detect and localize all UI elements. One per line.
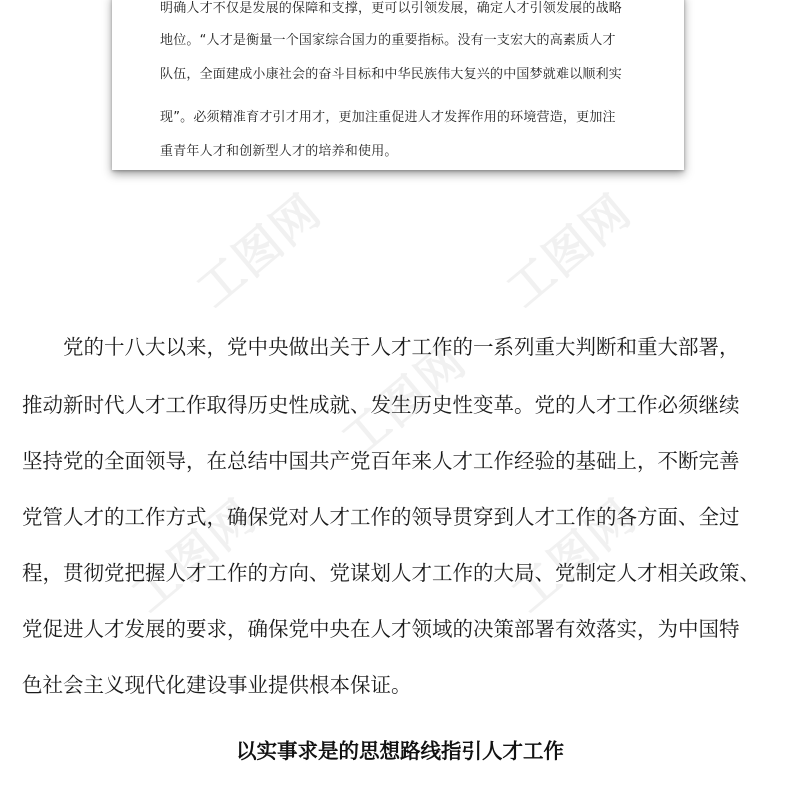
watermark-logo: 工图网 [496,183,642,318]
quote-line: 地位。“人才是衡量一个国家综合国力的重要指标。没有一支宏大的高素质人才 [160,33,616,48]
paragraph-line: 党促进人才发展的要求，确保党中央在人才领域的决策部署有效落实，为中国特 [22,617,740,641]
watermark-logo: 工图网 [501,488,647,623]
paragraph-line: 推动新时代人才工作取得历史性成就、发生历史性变革。党的人才工作必须继续 [22,393,740,417]
watermark-logo: 工图网 [331,333,477,468]
quote-card [112,0,684,170]
section-heading: 以实事求是的思想路线指引人才工作 [236,739,564,763]
paragraph-line: 坚持党的全面领导，在总结中国共产党百年来人才工作经验的基础上，不断完善 [22,449,740,473]
quote-line: 队伍，全面建成小康社会的奋斗目标和中华民族伟大复兴的中国梦就难以顺利实 [160,67,623,82]
watermark-logo: 工图网 [121,488,267,623]
paragraph-line: 党的十八大以来，党中央做出关于人才工作的一系列重大判断和重大部署， [22,335,740,359]
watermark-logo: 工图网 [186,183,332,318]
quote-line: 现”。必须精准育才引才用才，更加注重促进人才发挥作用的环境营造，更加注 [160,110,616,125]
quote-line: 明确人才不仅是发展的保障和支撑，更可以引领发展，确定人才引领发展的战略 [160,1,623,16]
quote-line: 重青年人才和创新型人才的培养和使用。 [160,144,398,159]
paragraph-line: 党管人才的工作方式，确保党对人才工作的领导贯穿到人才工作的各方面、全过 [22,505,740,529]
paragraph-line: 色社会主义现代化建设事业提供根本保证。 [22,673,412,697]
paragraph-line: 程，贯彻党把握人才工作的方向、党谋划人才工作的大局、党制定人才相关政策、 [22,561,760,585]
